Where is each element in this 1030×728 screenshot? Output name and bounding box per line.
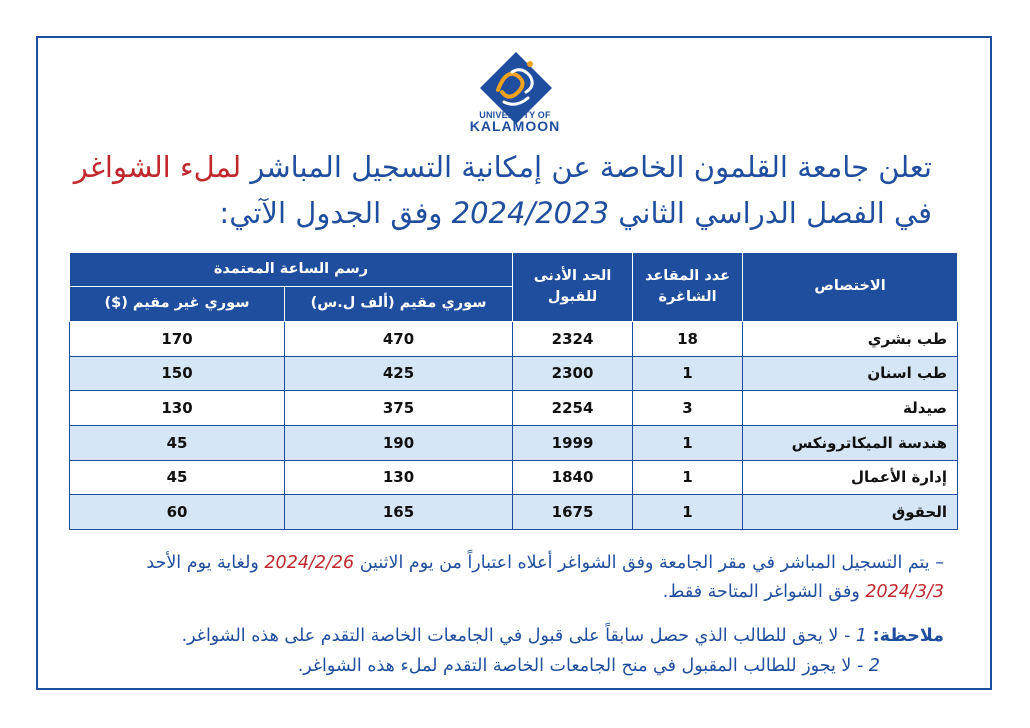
cell-name: صيدلة [743,391,958,426]
table-row [70,460,958,495]
remark-line2 [298,656,880,676]
table-row [70,391,958,426]
cell-seats: 18 [633,322,743,357]
header-non-resident: سوري غير مقيم ($) [70,287,285,322]
note1-start-date: 2024/2/26 [264,553,355,573]
cell-name: إدارة الأعمال [743,460,958,495]
header-min-score: الحد الأدنى للقبول [513,253,633,322]
cell-resident: 165 [285,495,513,530]
cell-non-resident: 170 [70,322,285,357]
remark-line1 [182,626,944,646]
cell-min: 1675 [513,495,633,530]
cell-non-resident: 60 [70,495,285,530]
cell-min: 2300 [513,356,633,391]
remark-label: ملاحظة: [872,626,944,646]
logo-line1: UNIVERSITY OF [479,110,551,120]
remark2-number: 2 - [851,656,880,676]
logo-line2: KALAMOON [469,118,561,134]
announcement-title-line1 [74,150,932,184]
title-line2-post: وفق الجدول الآتي: [219,196,452,230]
title-year: 2024/2023 [451,196,610,230]
title-highlight-text: لملء الشواغر [73,150,242,184]
cell-seats: 3 [633,391,743,426]
cell-resident: 470 [285,322,513,357]
header-specialization: الاختصاص [743,253,958,322]
title-main-text: تعلن جامعة القلمون الخاصة عن إمكانية التسجيل المباشر [241,150,932,184]
cell-name: هندسة الميكاترونكس [743,425,958,460]
cell-resident: 190 [285,425,513,460]
cell-non-resident: 150 [70,356,285,391]
university-name [460,110,570,134]
table-row [70,495,958,530]
remark2-text: لا يجوز للطالب المقبول في منح الجامعات الخاصة التقدم لملء هذه الشواغر. [297,656,852,676]
cell-seats: 1 [633,495,743,530]
note2-end-date: 2024/3/3 [865,582,944,602]
remark1-text: لا يحق للطالب الذي حصل سابقاً على قبول في الجامعات الخاصة التقدم على هذه الشواغر. [181,626,839,646]
cell-min: 2254 [513,391,633,426]
cell-non-resident: 45 [70,425,285,460]
cell-seats: 1 [633,460,743,495]
cell-resident: 375 [285,391,513,426]
registration-note-line1 [146,553,944,573]
cell-non-resident: 130 [70,391,285,426]
cell-name: طب اسنان [743,356,958,391]
table-row [70,356,958,391]
title-line2-pre: في الفصل الدراسي الثاني [609,196,932,230]
vacancies-table [69,252,958,530]
header-seats: عدد المقاعد الشاغرة [633,253,743,322]
note2-post: وفق الشواغر المتاحة فقط. [662,582,866,602]
cell-min: 1840 [513,460,633,495]
table-row [70,322,958,357]
table-row [70,425,958,460]
header-fee-group: رسم الساعة المعتمدة [70,253,513,287]
cell-min: 1999 [513,425,633,460]
cell-seats: 1 [633,356,743,391]
announcement-title-line2 [219,196,932,230]
registration-note-line2 [663,582,944,602]
cell-resident: 130 [285,460,513,495]
cell-non-resident: 45 [70,460,285,495]
cell-resident: 425 [285,356,513,391]
remark1-number: 1 - [838,626,873,646]
cell-min: 2324 [513,322,633,357]
cell-name: طب بشري [743,322,958,357]
note1-post: ولغاية يوم الأحد [146,553,265,573]
note1-pre: – يتم التسجيل المباشر في مقر الجامعة وفق الشواغر أعلاه اعتباراً من يوم الاثنين [354,553,944,573]
cell-name: الحقوق [743,495,958,530]
header-resident: سوري مقيم (ألف ل.س) [285,287,513,322]
cell-seats: 1 [633,425,743,460]
